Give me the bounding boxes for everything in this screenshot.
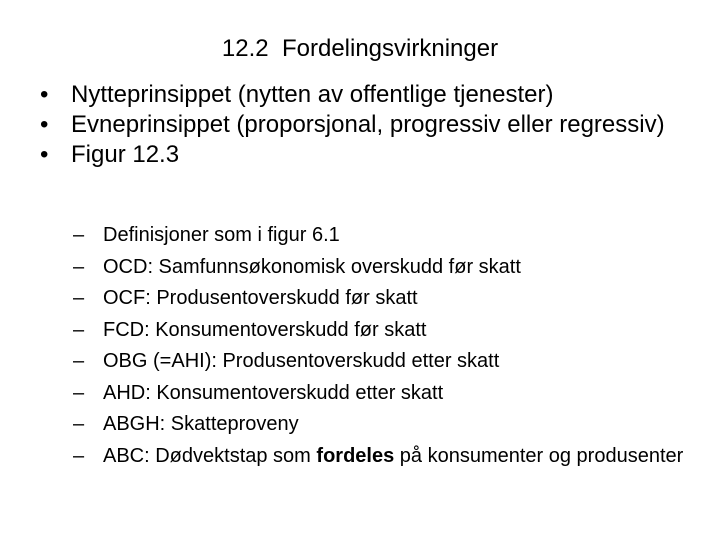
- sub-bullet-text: FCD: Konsumentoverskudd før skatt: [103, 318, 427, 341]
- bullet-marker: •: [40, 141, 49, 168]
- bullet-marker: •: [40, 81, 49, 108]
- sub-bullet-text: OCF: Produsentoverskudd før skatt: [103, 287, 418, 309]
- dash-marker: –: [73, 255, 85, 278]
- dash-marker: –: [73, 413, 85, 435]
- bullet-text: Figur 12.3: [71, 141, 180, 168]
- bullet-list: [40, 80, 700, 170]
- sub-bullet-text: [103, 445, 683, 467]
- bullet-marker: •: [40, 111, 49, 138]
- sub-bullet-item: [73, 315, 693, 347]
- slide-title: 12.2 Fordelingsvirkninger: [221, 35, 499, 62]
- text-after-bold: på konsumenter og produsenter: [394, 444, 684, 467]
- bullet-item: [40, 80, 700, 110]
- bullet-item: [40, 140, 700, 170]
- dash-marker: –: [73, 350, 85, 372]
- sub-bullet-item: [73, 378, 693, 410]
- bullet-text: Evneprinsippet (proporsjonal, progressiv eller regressiv): [71, 111, 665, 138]
- sub-bullet-text: OCD: Samfunnsøkonomisk overskudd før skatt: [103, 255, 521, 278]
- sub-bullet-item: [73, 441, 693, 468]
- bold-word: fordeles: [316, 444, 395, 467]
- sub-bullet-text: ABGH: Skatteproveny: [103, 413, 299, 435]
- text-before-bold: ABC: Dødvektstap som: [103, 444, 317, 467]
- sub-bullet-list: [73, 220, 693, 468]
- sub-bullet-text: AHD: Konsumentoverskudd etter skatt: [103, 381, 444, 404]
- sub-bullet-text: OBG (=AHI): Produsentoverskudd etter skatt: [103, 350, 500, 372]
- sub-bullet-item: [73, 252, 693, 284]
- dash-marker: –: [73, 224, 85, 246]
- sub-bullet-item: [73, 346, 693, 378]
- sub-bullet-item: [73, 220, 693, 252]
- sub-bullet-item: [73, 409, 693, 441]
- dash-marker: –: [73, 318, 85, 341]
- bullet-item: [40, 110, 700, 140]
- bullet-text: Nytteprinsippet (nytten av offentlige tjenester): [71, 81, 554, 108]
- dash-marker: –: [73, 381, 85, 404]
- dash-marker: –: [73, 444, 85, 467]
- sub-bullet-text: Definisjoner som i figur 6.1: [103, 224, 340, 246]
- dash-marker: –: [73, 287, 85, 309]
- sub-bullet-item: [73, 283, 693, 315]
